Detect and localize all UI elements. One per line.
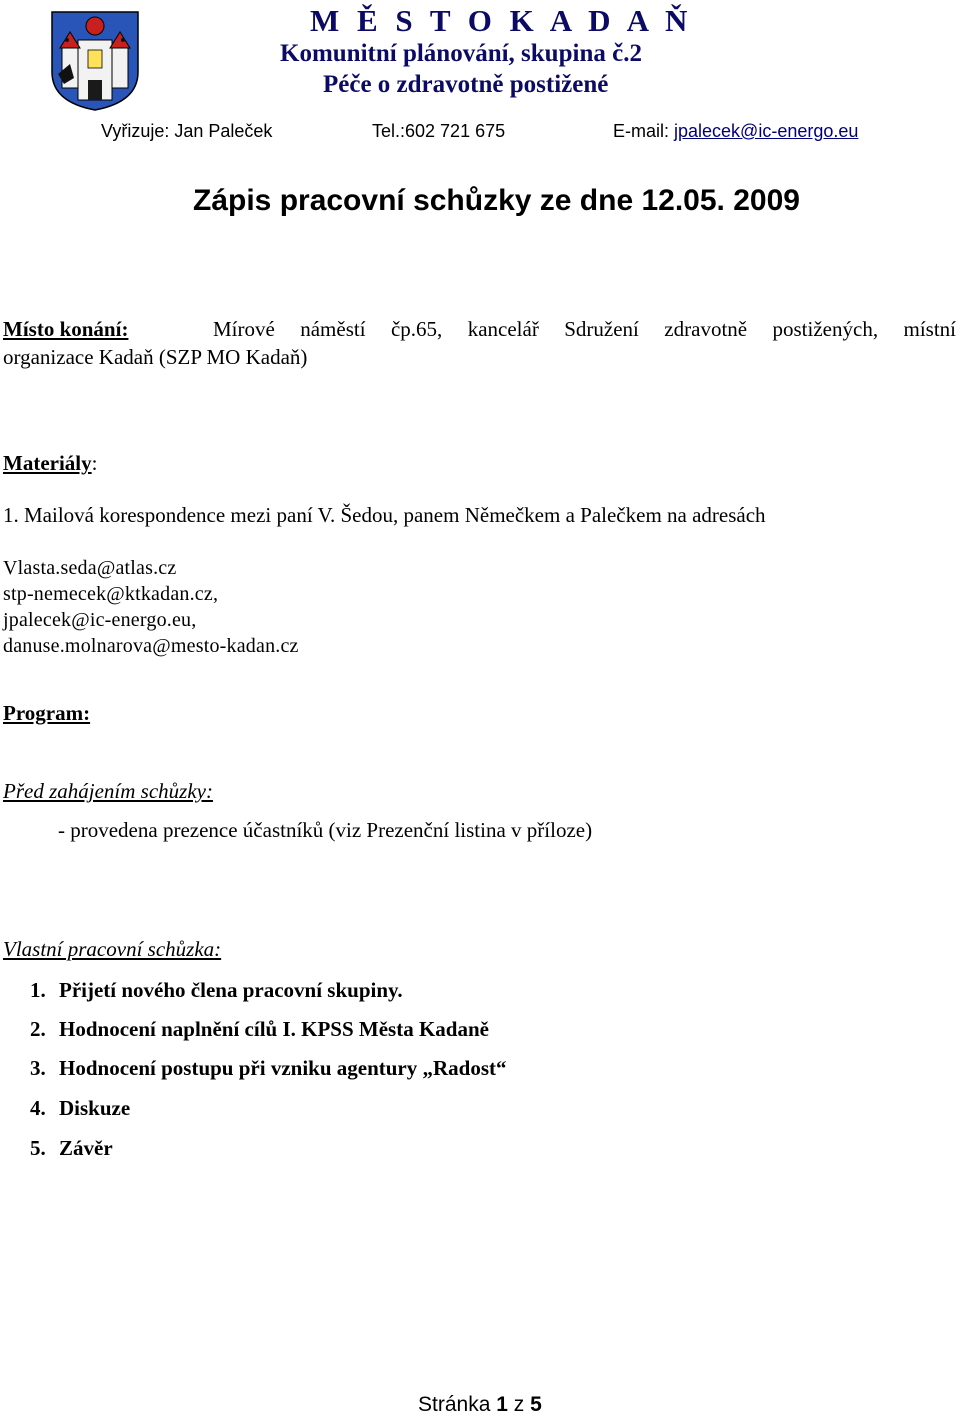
phone-label: Tel.:602 721 675: [372, 121, 506, 141]
agenda-item-number: 1.: [30, 978, 46, 1002]
of-word: z: [507, 1393, 531, 1416]
agenda-item: Hodnocení postupu při vzniku agentury „Radost“: [59, 1056, 507, 1080]
material-email: Vlasta.seda@atlas.cz: [3, 557, 177, 579]
before-meeting-item: - provedena prezence účastníků (viz Prezenční listina v příloze): [58, 818, 593, 842]
agenda-item-number: 5.: [30, 1136, 46, 1160]
materials-label: Materiály: [3, 451, 92, 475]
agenda-item: Hodnocení naplnění cílů I. KPSS Města Kadaně: [59, 1017, 489, 1041]
agenda-item-number: 2.: [30, 1017, 46, 1041]
before-meeting-label: Před zahájením schůzky:: [3, 779, 213, 803]
materials-colon: :: [91, 451, 98, 475]
page-word: Stránka: [418, 1393, 497, 1416]
group-heading: Komunitní plánování, skupina č.2: [280, 40, 642, 67]
topic-heading: Péče o zdravotně postižené: [323, 71, 609, 98]
page-number: 1: [496, 1393, 508, 1416]
city-coat-of-arms-logo: [50, 10, 140, 112]
agenda-item: Přijetí nového člena pracovní skupiny.: [59, 978, 403, 1002]
materials-item: 1. Mailová korespondence mezi paní V. Šedou, panem Němečkem a Palečkem na adresách: [3, 503, 766, 527]
city-name-heading: M Ě S T O K A D A Ň: [310, 3, 693, 38]
document-title: Zápis pracovní schůzky ze dne 12.05. 2009: [193, 184, 800, 217]
location-text-line-1: Mírové náměstí čp.65, kancelář Sdružení zdravotně postižených, místní: [213, 317, 956, 341]
page-total: 5: [530, 1393, 542, 1416]
material-email: danuse.molnarova@mesto-kadan.cz: [3, 635, 299, 657]
materials-heading: [3, 451, 97, 476]
page-footer: [418, 1393, 542, 1417]
email-prefix: E-mail:: [613, 121, 675, 141]
location-label: Místo konání:: [3, 317, 129, 341]
program-label: Program:: [3, 701, 91, 725]
material-email: stp-nemecek@ktkadan.cz,: [3, 583, 219, 605]
meeting-label: Vlastní pracovní schůzka:: [3, 937, 222, 961]
location-text-line-2: organizace Kadaň (SZP MO Kadaň): [3, 345, 308, 369]
email-link[interactable]: jpalecek@ic-energo.eu: [674, 121, 859, 141]
email-contact: [613, 121, 858, 142]
handler-label: Vyřizuje: Jan Paleček: [101, 121, 273, 141]
agenda-item-number: 4.: [30, 1096, 46, 1120]
agenda-item: Diskuze: [59, 1096, 131, 1120]
agenda-item: Závěr: [59, 1136, 113, 1160]
material-email: jpalecek@ic-energo.eu,: [3, 609, 197, 631]
agenda-item-number: 3.: [30, 1056, 46, 1080]
